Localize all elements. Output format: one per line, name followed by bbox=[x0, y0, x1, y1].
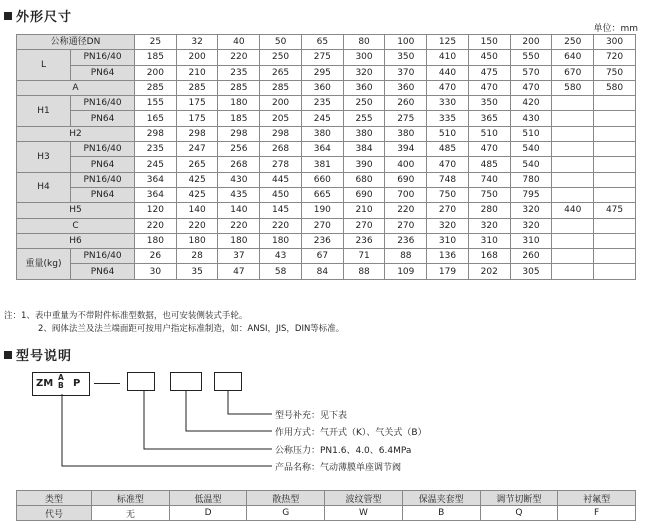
table-cell: 220 bbox=[176, 218, 218, 233]
table-cell: 235 bbox=[218, 65, 260, 80]
table-cell: 364 bbox=[135, 172, 177, 187]
table-cell: 26 bbox=[135, 249, 177, 264]
table-cell: 360 bbox=[385, 80, 427, 95]
table-cell: 360 bbox=[301, 80, 343, 95]
model-label-pressure: 公称压力：PN1.6、4.0、6.4MPa bbox=[275, 446, 412, 456]
table-cell: 268 bbox=[260, 142, 302, 157]
row-label-h1: H1 bbox=[17, 96, 71, 127]
section-title-dimensions: 外形尺寸 bbox=[4, 6, 72, 25]
table-cell: 285 bbox=[135, 80, 177, 95]
table-cell: 350 bbox=[385, 50, 427, 65]
table-cell: 245 bbox=[301, 111, 343, 126]
pressure-label: PN64 bbox=[71, 187, 135, 202]
type-code: W bbox=[325, 506, 403, 521]
pressure-label: PN64 bbox=[71, 111, 135, 126]
type-name: 散热型 bbox=[247, 491, 325, 506]
type-name: 衬氟型 bbox=[558, 491, 636, 506]
table-cell: 255 bbox=[343, 111, 385, 126]
table-cell: 165 bbox=[135, 111, 177, 126]
type-code: D bbox=[169, 506, 247, 521]
table-cell: 550 bbox=[510, 50, 552, 65]
pressure-label: PN64 bbox=[71, 264, 135, 279]
table-cell: 236 bbox=[385, 233, 427, 248]
table-cell: 394 bbox=[385, 142, 427, 157]
table-cell: 295 bbox=[301, 65, 343, 80]
table-cell: 175 bbox=[176, 96, 218, 111]
table-cell: 65 bbox=[301, 35, 343, 50]
table-cell: 28 bbox=[176, 249, 218, 264]
row-label-h2: H2 bbox=[17, 126, 135, 141]
pressure-label: PN16/40 bbox=[71, 249, 135, 264]
table-cell: 470 bbox=[427, 80, 469, 95]
table-cell: 47 bbox=[218, 264, 260, 279]
table-cell: 275 bbox=[301, 50, 343, 65]
model-code-variant: A B bbox=[58, 373, 64, 390]
note-1: 注：1、表中重量为不带附件标准型数据，也可安装侧装式手轮。 bbox=[4, 311, 248, 321]
type-code-row bbox=[17, 506, 636, 521]
table-cell: 250 bbox=[343, 96, 385, 111]
table-cell: 268 bbox=[218, 157, 260, 172]
table-cell: 88 bbox=[385, 249, 427, 264]
table-cell: 748 bbox=[427, 172, 469, 187]
section-title-model: 型号说明 bbox=[4, 345, 72, 364]
table-cell: 180 bbox=[218, 96, 260, 111]
table-cell: 320 bbox=[427, 218, 469, 233]
table-cell: 475 bbox=[594, 203, 636, 218]
table-cell: 740 bbox=[468, 172, 510, 187]
table-cell: 260 bbox=[385, 96, 427, 111]
table-cell: 780 bbox=[510, 172, 552, 187]
note-2: 2、阀体法兰及法兰端面距可按用户指定标准制造，如：ANSI，JIS，DIN等标准。 bbox=[38, 324, 345, 334]
table-cell: 720 bbox=[594, 50, 636, 65]
table-cell: 120 bbox=[135, 203, 177, 218]
table-cell: 680 bbox=[343, 172, 385, 187]
table-cell: 270 bbox=[427, 203, 469, 218]
table-cell: 320 bbox=[343, 65, 385, 80]
table-cell: 430 bbox=[218, 172, 260, 187]
pressure-label: PN64 bbox=[71, 65, 135, 80]
code-slot-action bbox=[170, 372, 202, 391]
table-cell: 665 bbox=[301, 187, 343, 202]
table-cell: 270 bbox=[343, 218, 385, 233]
table-cell: 179 bbox=[427, 264, 469, 279]
table-cell: 540 bbox=[510, 142, 552, 157]
table-cell: 410 bbox=[427, 50, 469, 65]
table-cell: 260 bbox=[510, 249, 552, 264]
table-cell: 440 bbox=[427, 65, 469, 80]
pressure-label: PN16/40 bbox=[71, 142, 135, 157]
table-cell: 43 bbox=[260, 249, 302, 264]
table-cell: 150 bbox=[468, 35, 510, 50]
table-cell: 80 bbox=[343, 35, 385, 50]
table-cell: 25 bbox=[135, 35, 177, 50]
table-cell: 275 bbox=[385, 111, 427, 126]
table-cell: 425 bbox=[176, 187, 218, 202]
table-cell: 32 bbox=[176, 35, 218, 50]
table-cell: 400 bbox=[385, 157, 427, 172]
table-cell: 320 bbox=[510, 203, 552, 218]
table-cell: 270 bbox=[301, 218, 343, 233]
unit-label: 单位：mm bbox=[593, 24, 638, 34]
table-cell: 485 bbox=[427, 142, 469, 157]
table-cell: 450 bbox=[468, 50, 510, 65]
table-cell: 670 bbox=[552, 65, 594, 80]
table-cell: 300 bbox=[594, 35, 636, 50]
table-cell: 750 bbox=[427, 187, 469, 202]
table-cell: 300 bbox=[343, 50, 385, 65]
table-cell: 795 bbox=[510, 187, 552, 202]
table-cell: 145 bbox=[260, 203, 302, 218]
table-cell: 175 bbox=[176, 111, 218, 126]
table-cell: 320 bbox=[468, 218, 510, 233]
table-cell: 220 bbox=[385, 203, 427, 218]
table-cell: 640 bbox=[552, 50, 594, 65]
row-label-l: L bbox=[17, 50, 71, 81]
table-cell: 285 bbox=[260, 80, 302, 95]
table-cell: 380 bbox=[385, 126, 427, 141]
table-cell: 200 bbox=[176, 50, 218, 65]
table-cell: 470 bbox=[468, 80, 510, 95]
table-cell: 37 bbox=[218, 249, 260, 264]
table-cell: 450 bbox=[260, 187, 302, 202]
type-name: 调节切断型 bbox=[480, 491, 558, 506]
table-cell: 35 bbox=[176, 264, 218, 279]
table-cell: 420 bbox=[510, 96, 552, 111]
type-code: 无 bbox=[92, 506, 170, 521]
table-cell: 265 bbox=[176, 157, 218, 172]
table-cell: 580 bbox=[552, 80, 594, 95]
table-cell: 205 bbox=[260, 111, 302, 126]
table-cell: 265 bbox=[260, 65, 302, 80]
table-cell: 202 bbox=[468, 264, 510, 279]
table-cell: 365 bbox=[468, 111, 510, 126]
table-cell: 220 bbox=[218, 218, 260, 233]
model-code-suffix: P bbox=[73, 378, 81, 389]
table-cell: 190 bbox=[301, 203, 343, 218]
table-cell: 335 bbox=[427, 111, 469, 126]
table-cell: 475 bbox=[468, 65, 510, 80]
table-cell: 360 bbox=[343, 80, 385, 95]
row-label-a: A bbox=[17, 80, 135, 95]
row-label-weight: 重量(kg) bbox=[17, 249, 71, 280]
table-cell: 67 bbox=[301, 249, 343, 264]
table-cell: 247 bbox=[176, 142, 218, 157]
table-cell: 350 bbox=[468, 96, 510, 111]
table-cell: 236 bbox=[301, 233, 343, 248]
table-cell: 470 bbox=[468, 142, 510, 157]
table-cell: 425 bbox=[176, 172, 218, 187]
model-label-action: 作用方式：气开式（K）、气关式（B） bbox=[275, 428, 427, 438]
table-cell: 380 bbox=[343, 126, 385, 141]
table-cell: 278 bbox=[260, 157, 302, 172]
pressure-label: PN16/40 bbox=[71, 50, 135, 65]
table-cell: 298 bbox=[176, 126, 218, 141]
table-cell: 200 bbox=[135, 65, 177, 80]
table-cell: 298 bbox=[135, 126, 177, 141]
table-cell: 140 bbox=[218, 203, 260, 218]
table-cell: 470 bbox=[510, 80, 552, 95]
table-cell: 570 bbox=[510, 65, 552, 80]
table-cell: 235 bbox=[135, 142, 177, 157]
table-cell: 298 bbox=[218, 126, 260, 141]
table-cell: 690 bbox=[385, 172, 427, 187]
pressure-label: PN16/40 bbox=[71, 172, 135, 187]
table-cell: 660 bbox=[301, 172, 343, 187]
pressure-label: PN64 bbox=[71, 157, 135, 172]
table-cell: 236 bbox=[343, 233, 385, 248]
type-code-label: 代号 bbox=[17, 506, 92, 521]
table-cell: 109 bbox=[385, 264, 427, 279]
type-name: 低温型 bbox=[169, 491, 247, 506]
table-cell: 220 bbox=[218, 50, 260, 65]
table-cell: 50 bbox=[260, 35, 302, 50]
type-code: B bbox=[402, 506, 480, 521]
model-label-product: 产品名称：气动薄膜单座调节阀 bbox=[275, 463, 402, 473]
table-cell: 364 bbox=[301, 142, 343, 157]
table-cell: 440 bbox=[552, 203, 594, 218]
table-cell: 690 bbox=[343, 187, 385, 202]
table-cell: 185 bbox=[135, 50, 177, 65]
table-cell: 305 bbox=[510, 264, 552, 279]
table-cell: 200 bbox=[510, 35, 552, 50]
row-label-h3: H3 bbox=[17, 142, 71, 173]
table-cell: 40 bbox=[218, 35, 260, 50]
code-slot-supplement bbox=[214, 372, 242, 391]
model-label-supplement: 型号补充：见下表 bbox=[275, 411, 348, 421]
row-label-h4: H4 bbox=[17, 172, 71, 203]
type-header-label: 类型 bbox=[17, 491, 92, 506]
table-cell: 370 bbox=[385, 65, 427, 80]
table-cell: 310 bbox=[427, 233, 469, 248]
table-cell: 540 bbox=[510, 157, 552, 172]
table-cell: 320 bbox=[510, 218, 552, 233]
table-cell: 71 bbox=[343, 249, 385, 264]
table-cell: 250 bbox=[260, 50, 302, 65]
table-cell: 510 bbox=[468, 126, 510, 141]
table-cell: 435 bbox=[218, 187, 260, 202]
table-cell: 155 bbox=[135, 96, 177, 111]
table-cell: 510 bbox=[427, 126, 469, 141]
row-label-h5: H5 bbox=[17, 203, 135, 218]
table-cell: 285 bbox=[176, 80, 218, 95]
type-header-row bbox=[17, 491, 636, 506]
table-cell: 510 bbox=[510, 126, 552, 141]
table-cell: 390 bbox=[343, 157, 385, 172]
table-cell: 180 bbox=[218, 233, 260, 248]
table-cell: 256 bbox=[218, 142, 260, 157]
table-cell: 700 bbox=[385, 187, 427, 202]
table-cell: 445 bbox=[260, 172, 302, 187]
type-name: 保温夹套型 bbox=[402, 491, 480, 506]
table-cell: 180 bbox=[135, 233, 177, 248]
table-cell: 310 bbox=[468, 233, 510, 248]
table-cell: 180 bbox=[260, 233, 302, 248]
table-cell: 380 bbox=[301, 126, 343, 141]
table-cell: 364 bbox=[135, 187, 177, 202]
table-cell: 180 bbox=[176, 233, 218, 248]
table-cell: 210 bbox=[176, 65, 218, 80]
type-code: Q bbox=[480, 506, 558, 521]
type-code: F bbox=[558, 506, 636, 521]
table-cell: 100 bbox=[385, 35, 427, 50]
table-cell: 430 bbox=[510, 111, 552, 126]
model-code-prefix: ZM bbox=[36, 378, 54, 389]
type-code-table bbox=[16, 490, 636, 521]
table-cell: 58 bbox=[260, 264, 302, 279]
table-cell: 235 bbox=[301, 96, 343, 111]
table-cell: 470 bbox=[427, 157, 469, 172]
table-cell: 381 bbox=[301, 157, 343, 172]
table-cell: 220 bbox=[135, 218, 177, 233]
row-label-c: C bbox=[17, 218, 135, 233]
table-cell: 88 bbox=[343, 264, 385, 279]
table-cell: 310 bbox=[510, 233, 552, 248]
table-cell: 84 bbox=[301, 264, 343, 279]
table-cell: 185 bbox=[218, 111, 260, 126]
table-cell: 270 bbox=[385, 218, 427, 233]
type-name: 标准型 bbox=[92, 491, 170, 506]
table-cell: 750 bbox=[468, 187, 510, 202]
code-slot-pressure bbox=[127, 372, 155, 391]
table-cell: 245 bbox=[135, 157, 177, 172]
table-cell: 250 bbox=[552, 35, 594, 50]
table-cell: 330 bbox=[427, 96, 469, 111]
table-cell: 220 bbox=[260, 218, 302, 233]
type-code: G bbox=[247, 506, 325, 521]
type-name: 波纹管型 bbox=[325, 491, 403, 506]
table-cell: 140 bbox=[176, 203, 218, 218]
pressure-label: PN16/40 bbox=[71, 96, 135, 111]
table-cell: 750 bbox=[594, 65, 636, 80]
table-cell: 200 bbox=[260, 96, 302, 111]
table-cell: 280 bbox=[468, 203, 510, 218]
table-cell: 298 bbox=[260, 126, 302, 141]
dn-header-label: 公称通径DN bbox=[17, 35, 135, 50]
table-cell: 580 bbox=[594, 80, 636, 95]
table-cell: 136 bbox=[427, 249, 469, 264]
table-cell: 384 bbox=[343, 142, 385, 157]
table-cell: 285 bbox=[218, 80, 260, 95]
table-cell: 30 bbox=[135, 264, 177, 279]
table-cell: 210 bbox=[343, 203, 385, 218]
table-cell: 485 bbox=[468, 157, 510, 172]
row-label-h6: H6 bbox=[17, 233, 135, 248]
table-cell: 168 bbox=[468, 249, 510, 264]
table-cell: 125 bbox=[427, 35, 469, 50]
